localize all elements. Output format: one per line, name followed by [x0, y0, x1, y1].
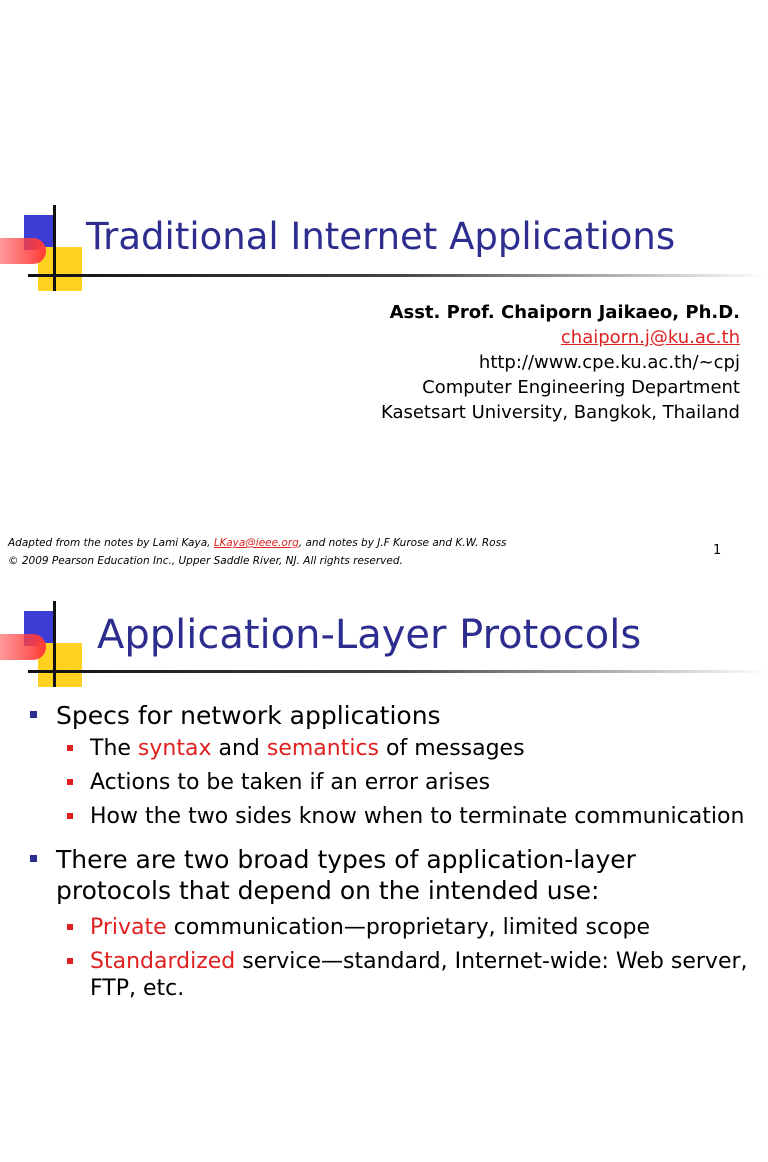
- sub-bullet-item: Standardized service—standard, Internet-wide: Web server, FTP, etc.: [30, 948, 750, 1002]
- bullet-list: [30, 700, 750, 1009]
- sub-bullet-item: The syntax and semantics of messages: [30, 735, 750, 762]
- sub-bullet-item: [30, 769, 750, 796]
- page-number: 1: [713, 543, 722, 558]
- copyright-text: © 2009 Pearson Education Inc., Upper Saddle River, NJ. All rights reserved.: [8, 555, 403, 567]
- title-underline: [28, 274, 768, 277]
- square-bullet-icon: [67, 958, 73, 964]
- author-block: [381, 300, 740, 425]
- highlight-standardized: Standardized: [90, 949, 236, 974]
- slide-1: [0, 0, 768, 576]
- author-url: http://www.cpe.ku.ac.th/~cpj: [478, 352, 740, 373]
- author-department: Computer Engineering Department: [422, 377, 740, 398]
- highlight-syntax: syntax: [137, 736, 212, 761]
- square-bullet-icon: [67, 779, 73, 785]
- credits-text-2: , and notes by J.F Kurose and K.W. Ross: [298, 537, 507, 549]
- slide-title: Traditional Internet Applications: [86, 215, 676, 258]
- author-email-link[interactable]: chaiporn.j@ku.ac.th: [560, 327, 740, 348]
- sub-bullet-item: Private communication—proprietary, limited scope: [30, 914, 750, 941]
- author-university: Kasetsart University, Bangkok, Thailand: [380, 402, 740, 423]
- square-bullet-icon: [67, 813, 73, 819]
- slide-logo-icon: [0, 205, 90, 295]
- bullet-text: Specs for network applications: [56, 701, 441, 730]
- slide-2: [0, 586, 768, 1162]
- square-bullet-icon: [30, 711, 37, 718]
- slide-logo-icon: [0, 601, 90, 691]
- credits-text: Adapted from the notes by Lami Kaya,: [8, 537, 214, 549]
- bullet-text: There are two broad types of application-layer protocols that depend on the intended use:: [56, 845, 636, 905]
- highlight-private: Private: [90, 915, 167, 940]
- sub-bullet-item: [30, 803, 750, 830]
- slide-title: Application-Layer Protocols: [97, 612, 642, 658]
- bullet-item: [30, 700, 750, 731]
- square-bullet-icon: [30, 855, 37, 862]
- title-underline: [28, 670, 768, 673]
- credits-email-link[interactable]: LKaya@ieee.org: [213, 537, 299, 549]
- credits-note: [8, 534, 507, 570]
- square-bullet-icon: [67, 924, 73, 930]
- highlight-semantics: semantics: [266, 736, 380, 761]
- bullet-item: [30, 844, 750, 906]
- square-bullet-icon: [67, 745, 73, 751]
- author-name: Asst. Prof. Chaiporn Jaikaeo, Ph.D.: [389, 302, 740, 323]
- bullet-text: How the two sides know when to terminate communication: [90, 804, 745, 829]
- bullet-text: Actions to be taken if an error arises: [90, 770, 491, 795]
